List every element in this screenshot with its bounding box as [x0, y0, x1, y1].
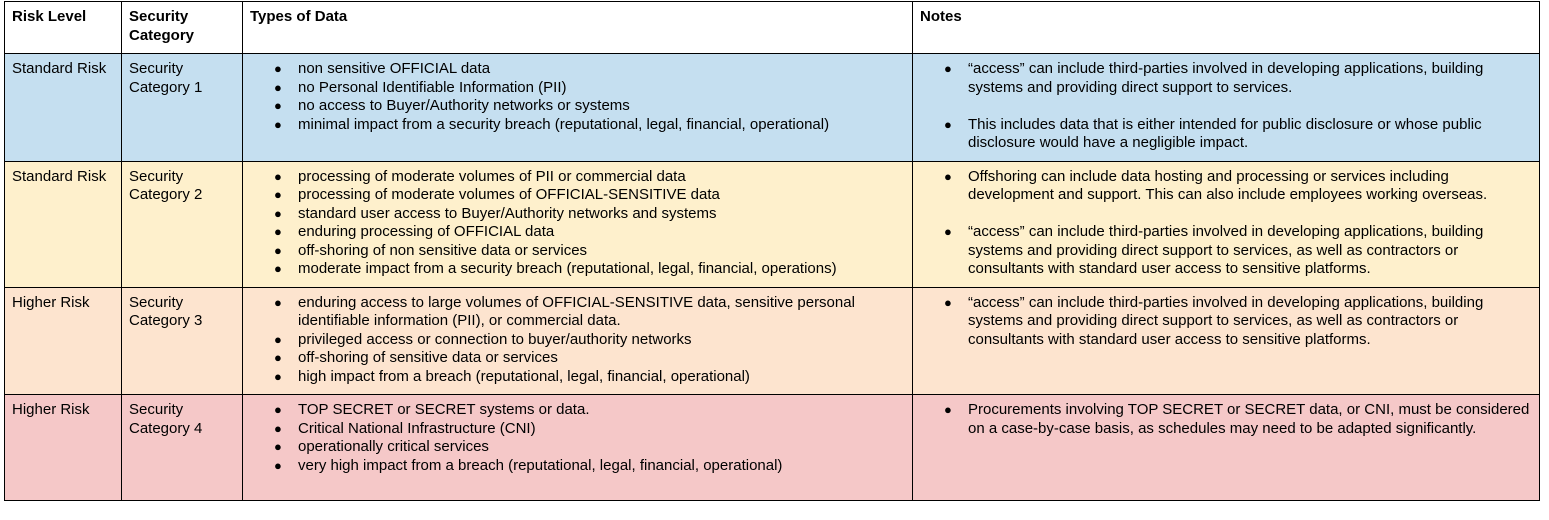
bullet-icon: ● — [274, 168, 282, 184]
data-type-item — [274, 78, 905, 98]
data-type-item-text: processing of moderate volumes of PII or commercial data — [298, 167, 686, 185]
notes-list — [920, 401, 1532, 438]
types-of-data-cell — [243, 287, 913, 395]
data-type-item-text: minimal impact from a security breach (reputational, legal, financial, operational) — [298, 115, 830, 133]
bullet-icon: ● — [274, 402, 282, 417]
data-type-item — [274, 330, 905, 350]
note-item — [944, 401, 1532, 438]
bullet-icon: ● — [274, 457, 282, 473]
data-type-item-text: TOP SECRET or SECRET systems or data. — [298, 401, 590, 418]
bullet-icon: ● — [274, 350, 282, 365]
data-type-item — [274, 60, 905, 79]
data-type-item-text: operationally critical services — [298, 438, 489, 455]
bullet-icon: ● — [274, 242, 282, 258]
header-row — [5, 2, 1540, 54]
header-notes: Notes — [913, 2, 1540, 54]
data-type-item — [274, 167, 905, 187]
note-item-text: “access” can include third-parties involved in developing applications, building systems and providing direct support to services, as well as contractors or consultants with standard user access to sensitive platforms. — [968, 293, 1484, 348]
data-type-item-text: Critical National Infrastructure (CNI) — [298, 419, 536, 437]
risk-level-cell: Standard Risk — [5, 161, 122, 287]
table-row — [5, 161, 1540, 287]
data-type-item — [274, 204, 905, 224]
data-type-item — [274, 186, 905, 205]
bullet-icon: ● — [274, 205, 282, 221]
types-of-data-list — [250, 60, 905, 134]
bullet-icon: ● — [274, 294, 282, 310]
data-type-item-text: very high impact from a breach (reputational, legal, financial, operational) — [298, 456, 783, 474]
data-type-item — [274, 241, 905, 261]
data-type-item-text: high impact from a breach (reputational, legal, financial, operational) — [298, 367, 750, 385]
security-risk-table — [4, 1, 1540, 501]
note-item — [944, 223, 1532, 279]
bullet-icon: ● — [274, 61, 282, 76]
note-item-text: Offshoring can include data hosting and processing or services including development and support. This can also include employees working overseas. — [968, 167, 1488, 203]
note-item-text: “access” can include third-parties involved in developing applications, building systems and providing direct support to services, as well as contractors or consultants with standard user access to sensitive platforms. — [968, 223, 1484, 277]
header-security-category: Security Category — [122, 2, 243, 54]
bullet-icon: ● — [944, 294, 952, 310]
security-category-cell: Security Category 2 — [122, 161, 243, 287]
bullet-icon: ● — [944, 116, 952, 132]
data-type-item — [274, 260, 905, 279]
data-type-item-text: privileged access or connection to buyer/authority networks — [298, 330, 692, 348]
note-item-text: This includes data that is either intended for public disclosure or whose public disclosure would have a negligible impact. — [968, 115, 1482, 151]
notes-list — [920, 294, 1532, 350]
notes-cell — [913, 161, 1540, 287]
data-type-item — [274, 401, 905, 420]
note-item — [944, 167, 1532, 205]
data-type-item — [274, 223, 905, 242]
bullet-icon: ● — [274, 187, 282, 202]
types-of-data-list — [250, 294, 905, 387]
notes-list — [920, 60, 1532, 153]
data-type-item — [274, 97, 905, 116]
notes-cell — [913, 395, 1540, 501]
bullet-icon: ● — [274, 420, 282, 436]
table-row — [5, 395, 1540, 501]
data-type-item — [274, 367, 905, 387]
notes-cell — [913, 287, 1540, 395]
note-item-text: Procurements involving TOP SECRET or SECRET data, or CNI, must be considered on a case-by-case basis, as schedules may need to be adapted significantly. — [968, 401, 1530, 437]
bullet-icon: ● — [274, 224, 282, 239]
bullet-icon: ● — [274, 331, 282, 347]
note-item-text: “access” can include third-parties involved in developing applications, building systems and providing direct support to services. — [968, 60, 1484, 96]
bullet-icon: ● — [274, 368, 282, 384]
data-type-item — [274, 456, 905, 476]
risk-level-cell: Standard Risk — [5, 54, 122, 162]
security-category-cell: Security Category 3 — [122, 287, 243, 395]
bullet-icon: ● — [944, 224, 952, 239]
risk-level-cell: Higher Risk — [5, 287, 122, 395]
notes-list — [920, 168, 1532, 279]
data-type-item-text: standard user access to Buyer/Authority networks and systems — [298, 204, 717, 222]
types-of-data-cell — [243, 54, 913, 162]
bullet-icon: ● — [944, 402, 952, 417]
data-type-item-text: no Personal Identifiable Information (PII) — [298, 78, 567, 96]
table-row — [5, 287, 1540, 395]
data-type-item — [274, 419, 905, 439]
data-type-item — [274, 349, 905, 368]
data-type-item-text: enduring access to large volumes of OFFICIAL-SENSITIVE data, sensitive personal identifiable information (PII), or commercial data. — [298, 293, 855, 329]
data-type-item — [274, 115, 905, 135]
data-type-item-text: non sensitive OFFICIAL data — [298, 60, 491, 77]
bullet-icon: ● — [944, 168, 952, 184]
bullet-icon: ● — [274, 439, 282, 454]
data-type-item-text: no access to Buyer/Authority networks or systems — [298, 97, 630, 114]
table-body — [5, 54, 1540, 501]
types-of-data-list — [250, 401, 905, 475]
data-type-item-text: moderate impact from a security breach (reputational, legal, financial, operations) — [298, 260, 837, 277]
bullet-icon: ● — [274, 98, 282, 113]
security-category-cell: Security Category 1 — [122, 54, 243, 162]
types-of-data-cell — [243, 161, 913, 287]
note-item — [944, 115, 1532, 153]
bullet-icon: ● — [274, 261, 282, 276]
data-type-item-text: off-shoring of non sensitive data or services — [298, 241, 588, 259]
types-of-data-cell — [243, 395, 913, 501]
data-type-item — [274, 438, 905, 457]
bullet-icon: ● — [944, 61, 952, 76]
note-item — [944, 60, 1532, 97]
bullet-icon: ● — [274, 79, 282, 95]
header-risk-level: Risk Level — [5, 2, 122, 54]
risk-level-cell: Higher Risk — [5, 395, 122, 501]
header-types-of-data: Types of Data — [243, 2, 913, 54]
data-type-item — [274, 293, 905, 331]
data-type-item-text: off-shoring of sensitive data or services — [298, 349, 558, 366]
types-of-data-list — [250, 168, 905, 279]
bullet-icon: ● — [274, 116, 282, 132]
data-type-item-text: enduring processing of OFFICIAL data — [298, 223, 555, 240]
notes-cell — [913, 54, 1540, 162]
security-category-cell: Security Category 4 — [122, 395, 243, 501]
data-type-item-text: processing of moderate volumes of OFFICIAL-SENSITIVE data — [298, 186, 720, 203]
table-row — [5, 54, 1540, 162]
note-item — [944, 293, 1532, 350]
